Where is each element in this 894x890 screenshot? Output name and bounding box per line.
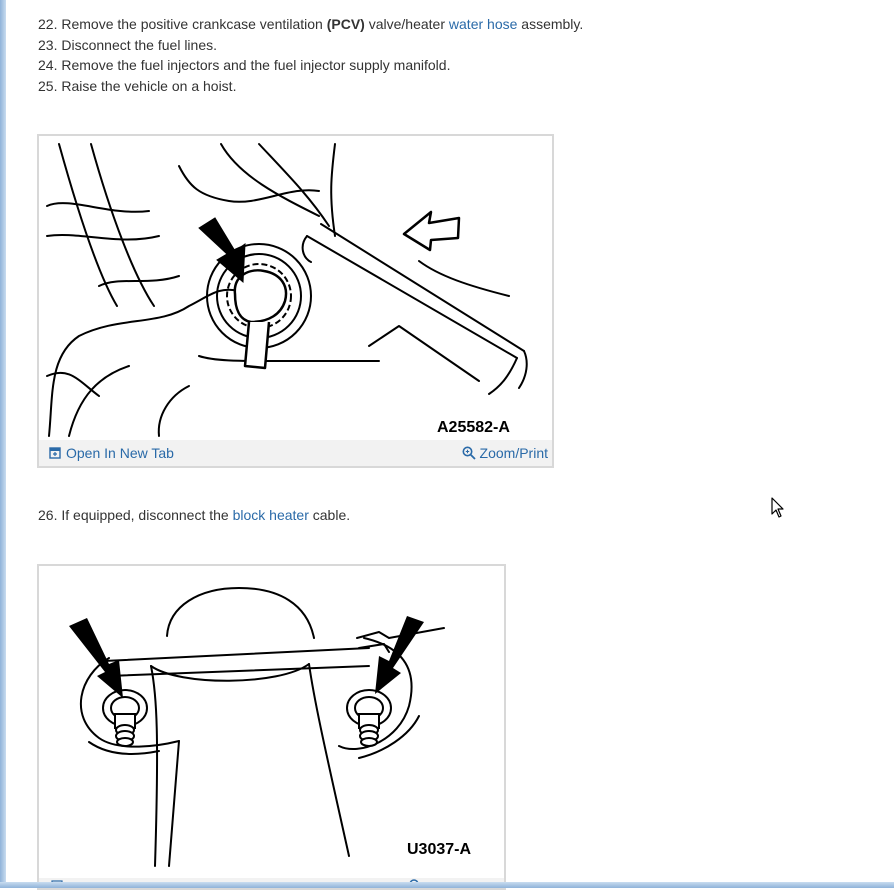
block-heater-illustration [39, 566, 504, 878]
step-number: 25. [38, 77, 58, 94]
step-23 [38, 35, 583, 56]
open-in-new-tab-button[interactable] [49, 445, 174, 461]
step-text: cable. [308, 507, 351, 523]
window-frame-bottom [0, 882, 894, 888]
step-26 [38, 505, 350, 526]
step-number: 23. [38, 36, 58, 53]
step-bold-text: (PCV) [326, 16, 365, 32]
window-frame-left [0, 0, 6, 888]
mouse-pointer-icon [771, 497, 785, 519]
step-number: 22. [38, 16, 58, 32]
figure-pcv-valve [37, 134, 554, 468]
figure-code: A25582-A [437, 419, 510, 436]
open-new-tab-icon [49, 447, 61, 459]
step-25 [38, 76, 583, 97]
step-22 [38, 14, 583, 35]
step-text: Remove the positive crankcase ventilation [61, 16, 327, 32]
figure-toolbar [39, 440, 552, 466]
zoom-print-label: Zoom/Print [479, 445, 548, 461]
arrow-icon [375, 616, 424, 694]
procedure-steps [38, 14, 583, 96]
step-text: assembly. [517, 16, 584, 32]
magnifier-icon [462, 446, 476, 460]
figure-block-heater [37, 564, 506, 890]
step-text: Remove the fuel injectors and the fuel injector supply manifold. [61, 57, 451, 73]
water-hose-link[interactable]: water hose [448, 16, 518, 32]
pcv-valve-illustration [39, 136, 552, 440]
step-number: 26. [38, 507, 58, 523]
zoom-print-button[interactable] [462, 445, 548, 461]
step-text: valve/heater [364, 16, 449, 32]
step-24 [38, 55, 583, 76]
step-text: If equipped, disconnect the [61, 507, 233, 523]
block-heater-link[interactable]: block heater [232, 507, 309, 523]
step-text: Raise the vehicle on a hoist. [61, 77, 237, 94]
arrow-icon [199, 218, 245, 282]
step-number: 24. [38, 57, 58, 73]
figure-code: U3037-A [407, 841, 472, 858]
step-text: Disconnect the fuel lines. [61, 36, 217, 53]
open-in-new-tab-label: Open In New Tab [66, 445, 174, 461]
arrow-icon [69, 618, 123, 698]
